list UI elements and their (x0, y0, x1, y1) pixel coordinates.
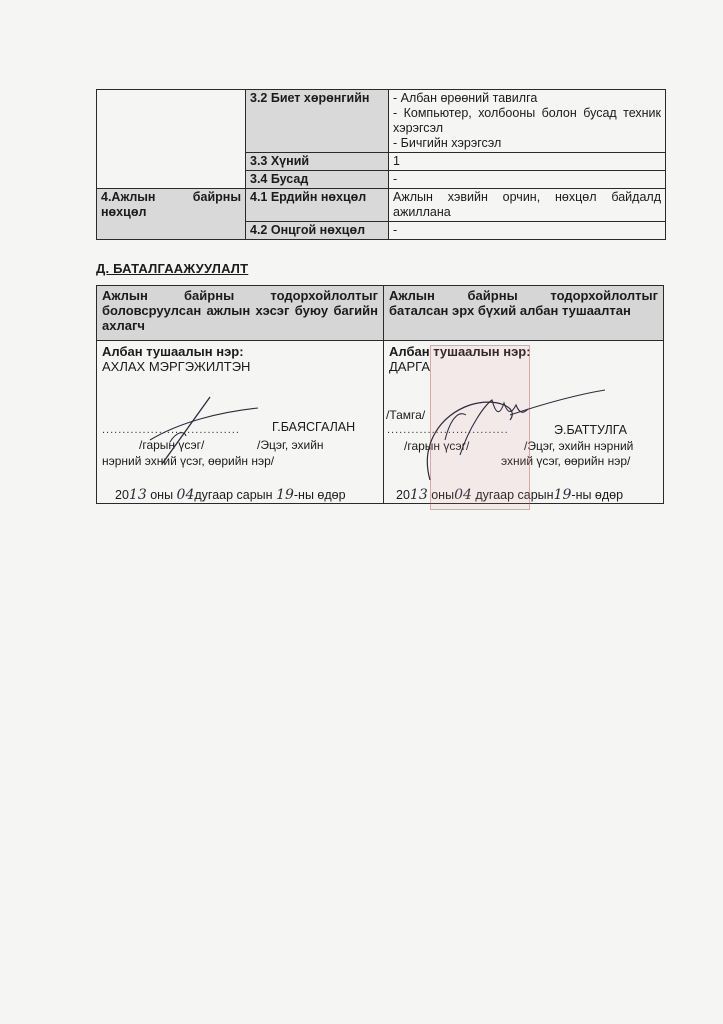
table-row (97, 189, 666, 222)
job-resources-table (96, 89, 666, 240)
date-text: оны (150, 488, 174, 502)
row-subheading: 3.2 Биет хөрөнгийн (246, 90, 389, 153)
row-value (389, 90, 666, 153)
row-subheading: 3.4 Бусад (246, 171, 389, 189)
signature-note: /гарын үсэг/ (404, 439, 470, 453)
name-note: /Эцэг, эхийн (257, 438, 324, 452)
position-value: ДАРГА (389, 359, 430, 374)
position-value: АХЛАХ МЭРГЭЖИЛТЭН (102, 359, 251, 374)
right-header: Ажлын байрны тодорхойлолтыг баталсан эрх бүхий албан тушаалтан (384, 286, 663, 340)
row-value: - (389, 171, 666, 189)
date-text: 20 (396, 488, 410, 502)
row-subheading: 4.1 Ердийн нөхцөл (246, 189, 389, 222)
row-subheading: 4.2 Онцгой нөхцөл (246, 222, 389, 240)
signature-line: .............................. (387, 424, 509, 436)
signer-name: Э.БАТТУЛГА (554, 423, 628, 437)
list-item: - Компьютер, холбооны болон бусад техник хэрэгсэл (393, 106, 661, 135)
list-item: - Бичгийн хэрэгсэл (393, 136, 502, 150)
signer-name: Г.БАЯСГАЛАН (272, 420, 356, 434)
date-line (115, 487, 346, 503)
handwritten-month: 04 (454, 487, 472, 503)
row-value: 1 (389, 153, 666, 171)
handwritten-year: 13 (409, 487, 428, 503)
left-header: Ажлын байрны тодорхойлолтыг боловсруулсан ажлын хэсэг буюу багийн ахлагч (97, 286, 383, 340)
row-lead-heading: 4.Ажлын байрны нөхцөл (97, 189, 246, 240)
signature-note: /гарын үсэг/ (139, 438, 205, 452)
table-row (97, 90, 666, 153)
handwritten-day: 19 (276, 487, 294, 503)
date-text: оны (431, 488, 455, 502)
position-label: Албан тушаалын нэр: (102, 344, 244, 359)
empty-lead-cell (97, 90, 246, 189)
position-label: Албан тушаалын нэр: (389, 344, 531, 359)
handwritten-month: 04 (176, 487, 195, 503)
stamp-note: /Тамга/ (386, 408, 426, 422)
section-title: Д. БАТАЛГААЖУУЛАЛТ (96, 261, 249, 276)
row-value: - (389, 222, 666, 240)
row-value: Ажлын хэвийн орчин, нөхцөл байдалд ажиллана (389, 189, 666, 222)
date-text: дугаар сарын (194, 488, 273, 502)
name-note: /Эцэг, эхийн нэрний (524, 439, 634, 453)
date-text: -ны өдөр (293, 488, 346, 502)
date-text: -ны өдөр (571, 488, 624, 502)
handwritten-year: 13 (128, 487, 147, 503)
signature-right-icon (400, 385, 620, 485)
list-item: - Албан өрөөний тавилга (393, 91, 538, 105)
date-text: 20 (115, 488, 129, 502)
date-text: дугаар сарын (475, 488, 554, 502)
name-note: эхний үсэг, өөрийн нэр/ (501, 454, 631, 468)
handwritten-day: 19 (553, 487, 572, 503)
name-note: нэрний эхний үсэг, өөрийн нэр/ (102, 454, 275, 468)
row-subheading: 3.3 Хүний (246, 153, 389, 171)
signature-left-icon (140, 392, 270, 472)
signature-line: .................................. (102, 424, 240, 436)
